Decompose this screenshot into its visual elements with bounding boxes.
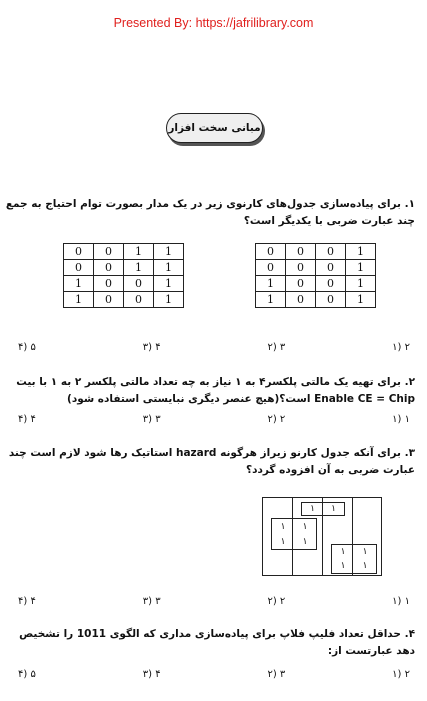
kmap-cell-one: ۱ (280, 521, 286, 532)
karnaugh-map-left (63, 243, 184, 308)
kmap-cell: 1 (256, 292, 286, 308)
question-4-option-2[interactable]: ۳ (۲ (267, 669, 286, 680)
kmap-cell: 1 (124, 260, 154, 276)
kmap-group (271, 518, 317, 550)
kmap-row (256, 292, 376, 308)
kmap-cell: 1 (154, 276, 184, 292)
question-2-options (18, 414, 410, 425)
kmap-cell: 0 (286, 276, 316, 292)
kmap-cell: 1 (346, 276, 376, 292)
kmap-row (256, 276, 376, 292)
kmap-cell: 0 (94, 292, 124, 308)
kmap-row (64, 244, 184, 260)
kmap-cell: 0 (256, 244, 286, 260)
kmap-cell-one: ۱ (302, 536, 308, 547)
kmap-cell-one: ۱ (340, 547, 346, 557)
question-2-text: ۲. برای تهیه یک مالتی پلکسر۴ به ۱ نیاز به چه تعداد مالتی پلکسر ۲ به ۱ با بیت Enable CE = Chip است؟(هیچ عنصر دیگری نبایستی استفاده شود) (16, 376, 415, 405)
kmap-cell: 0 (94, 244, 124, 260)
kmap-cell: 1 (256, 276, 286, 292)
kmap-cell-one: ۱ (310, 504, 315, 514)
kmap-cell: 1 (64, 276, 94, 292)
kmap-cell: 1 (64, 292, 94, 308)
question-1-options (18, 342, 410, 353)
question-4-option-1[interactable]: ۲ (۱ (392, 669, 410, 680)
question-2-option-3[interactable]: ۳ (۳ (142, 414, 161, 425)
kmap-cell: 0 (286, 292, 316, 308)
kmap-cell: 0 (316, 276, 346, 292)
kmap-cell: 0 (64, 260, 94, 276)
kmap-cell: 0 (124, 276, 154, 292)
kmap-cell: 0 (64, 244, 94, 260)
kmap-row (64, 260, 184, 276)
kmap-cell: 0 (316, 244, 346, 260)
kmap-cell: 1 (154, 260, 184, 276)
question-4-option-4[interactable]: ۵ (۴ (18, 669, 36, 680)
kmap-cell: 0 (124, 292, 154, 308)
section-title-badge (166, 113, 263, 143)
kmap-cell: 0 (256, 260, 286, 276)
question-3-options (18, 596, 410, 607)
kmap-cell: 1 (124, 244, 154, 260)
question-3-option-2[interactable]: ۲ (۲ (267, 596, 286, 607)
presented-by-link[interactable]: Presented By: https://jafrilibrary.com (113, 16, 314, 30)
question-3-text: ۳. برای آنکه جدول کارنو زیراز هرگونه hazard استاتیک رها شود لازم است چند عبارت ضربی به آن افزوده گردد؟ (8, 447, 415, 476)
kmap-cell: 1 (346, 292, 376, 308)
kmap-cell: 1 (154, 244, 184, 260)
kmap-group (301, 502, 345, 516)
question-4-options (18, 669, 410, 680)
kmap-cell: 1 (346, 260, 376, 276)
kmap-cell: 0 (316, 260, 346, 276)
kmap-cell: 0 (286, 244, 316, 260)
question-1-option-4[interactable]: ۵ (۴ (18, 342, 36, 353)
kmap-group (331, 544, 377, 574)
question-3-option-4[interactable]: ۴ (۴ (18, 596, 36, 607)
question-1-text: ۱. برای پیاده‌سازی جدول‌های کارنوی زیر در یک مدار بصورت توام احتیاج به جمع چند عبارت ضربی با یکدیگر است؟ (5, 198, 415, 227)
kmap-row (64, 276, 184, 292)
kmap-cell-one: ۱ (362, 547, 368, 557)
question-2-option-4[interactable]: ۴ (۴ (18, 414, 36, 425)
question-1-option-2[interactable]: ۳ (۲ (267, 342, 286, 353)
kmap-cell: 1 (154, 292, 184, 308)
kmap-cell-one: ۱ (340, 561, 346, 571)
karnaugh-map-hazard (262, 497, 382, 576)
kmap-cell-one: ۱ (280, 536, 286, 547)
kmap-row (256, 260, 376, 276)
question-1-option-1[interactable]: ۲ (۱ (392, 342, 410, 353)
question-4-option-3[interactable]: ۴ (۳ (142, 669, 161, 680)
kmap-row (64, 292, 184, 308)
kmap-cell: 0 (94, 276, 124, 292)
kmap-cell: 0 (286, 260, 316, 276)
kmap-cell: 0 (94, 260, 124, 276)
question-4-text: ۴. حداقل تعداد فلیپ فلاپ برای پیاده‌سازی مداری که الگوی 1011 را تشخیص دهد عبارتست از: (19, 628, 415, 657)
question-3-option-3[interactable]: ۳ (۳ (142, 596, 161, 607)
question-2-option-2[interactable]: ۲ (۲ (267, 414, 286, 425)
kmap-row (256, 244, 376, 260)
kmap-cell-one: ۱ (362, 561, 368, 571)
section-title: مبانی سخت افزار (168, 122, 261, 134)
kmap-cell: 1 (346, 244, 376, 260)
question-3-option-1[interactable]: ۱ (۱ (392, 596, 410, 607)
karnaugh-map-right (255, 243, 376, 308)
kmap-cell-one: ۱ (302, 521, 308, 532)
kmap-cell-one: ۱ (331, 504, 336, 514)
question-1-option-3[interactable]: ۴ (۳ (142, 342, 161, 353)
question-2-option-1[interactable]: ۱ (۱ (392, 414, 410, 425)
kmap-cell: 0 (316, 292, 346, 308)
